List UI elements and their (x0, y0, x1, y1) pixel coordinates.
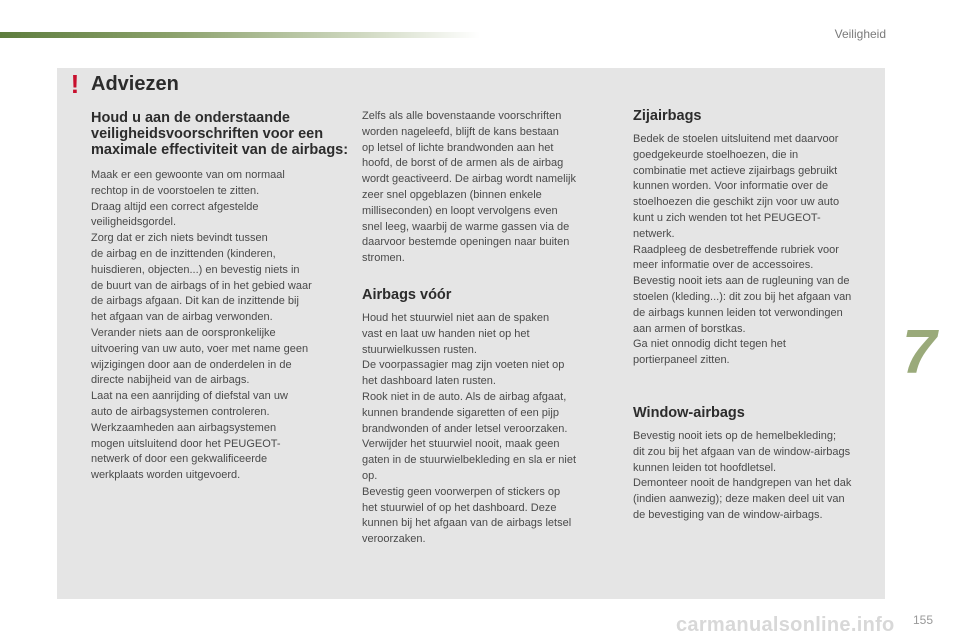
side-airbags-heading: Zijairbags (633, 108, 702, 124)
general-advice-text: Maak er een gewoonte van om normaal rechtop in de voorstoelen te zitten. Draag altijd een correct afgestelde veiligheidsgordel. Zorg dat er zich niets bevindt tussen de airbag en de inzittenden (kinderen, huisdieren, objecten...) en bevestig niets in de buurt van de airbags of in het gebied waar de airbags afgaan. Dit kan de inzittende bij het afgaan van de airbag verwonden. Verander niets aan de oorspronkelijke uitvoering van uw auto, voer met name geen wijzigingen door aan de onderdelen in de directe nabijheid van de airbags. Laat na een aanrijding of diefstal van uw auto de airbagsystemen controleren. Werkzaamheden aan airbagsystemen mogen uitsluitend door het PEUGEOT- netwerk of door een gekwalificeerde werkplaats worden uitgevoerd. (91, 169, 312, 482)
front-airbags-heading: Airbags vóór (362, 287, 452, 303)
watermark: carmanualsonline.info (676, 614, 895, 636)
chapter-number: 7 (902, 318, 937, 387)
window-airbags-heading: Window-airbags (633, 405, 745, 421)
front-airbags-text: Houd het stuurwiel niet aan de spaken vast en laat uw handen niet op het stuurwielkussen rusten. De voorpassagier mag zijn voeten niet op het dashboard laten rusten. Rook niet in de auto. Als de airbag afgaat, kunnen brandende sigaretten of een pijp brandwonden of ander letsel veroorzaken. Verwijder het stuurwiel nooit, maak geen gaten in de stuurwielbekleding en sla er niet op. Bevestig geen voorwerpen of stickers op het stuurwiel of op het dashboard. Deze kunnen bij het afgaan van de airbags letsel veroorzaken. (362, 312, 577, 546)
column-injury-note (362, 109, 607, 267)
window-airbags-text: Bevestig nooit iets op de hemelbekleding; dit zou bij het afgaan van de window-airbags kunnen leiden tot hoofdletsel. Demonteer nooit de handgrepen van het dak (indien aanwezig); deze maken deel uit van de bevestiging van de window-airbags. (633, 430, 852, 521)
section-label: Veiligheid (834, 27, 886, 41)
injury-note-text: Zelfs als alle bovenstaande voorschriften worden nageleefd, blijft de kans bestaan op letsel of lichte brandwonden aan het hoofd, de borst of de armen als de airbag wordt geactiveerd. De airbag wordt namelijk zeer snel opgeblazen (binnen enkele milliseconden) en loopt vervolgens even snel leeg, waarbij de warme gassen via de daarvoor bestemde openingen naar buiten stromen. (362, 110, 576, 265)
column-general-advice (91, 110, 349, 484)
column-side-airbags (633, 108, 881, 369)
side-airbags-text: Bedek de stoelen uitsluitend met daarvoor goedgekeurde stoelhoezen, die in combinatie met actieve zijairbags gebruikt kunnen worden. Voor informatie over de stoelhoezen die geschikt zijn voor uw auto kunt u zich wenden tot het PEUGEOT- netwerk. Raadpleeg de desbetreffende rubriek voor meer informatie over de accessoires. Bevestig nooit iets aan de rugleuning van de stoelen (kleding...): dit zou bij het afgaan van de airbags kunnen leiden tot verwondingen aan armen of borstkas. Ga niet onnodig dicht tegen het portierpaneel zitten. (633, 133, 852, 367)
panel-title: Adviezen (91, 73, 179, 95)
page-number: 155 (913, 613, 934, 627)
general-advice-heading: Houd u aan de onderstaande veiligheidsvoorschriften voor een maximale effectiviteit van de airbags: (91, 110, 349, 158)
section-color-bar (0, 32, 480, 38)
column-window-airbags (633, 405, 881, 524)
column-front-airbags (362, 287, 607, 548)
exclamation-warning-icon: ! (70, 69, 80, 99)
